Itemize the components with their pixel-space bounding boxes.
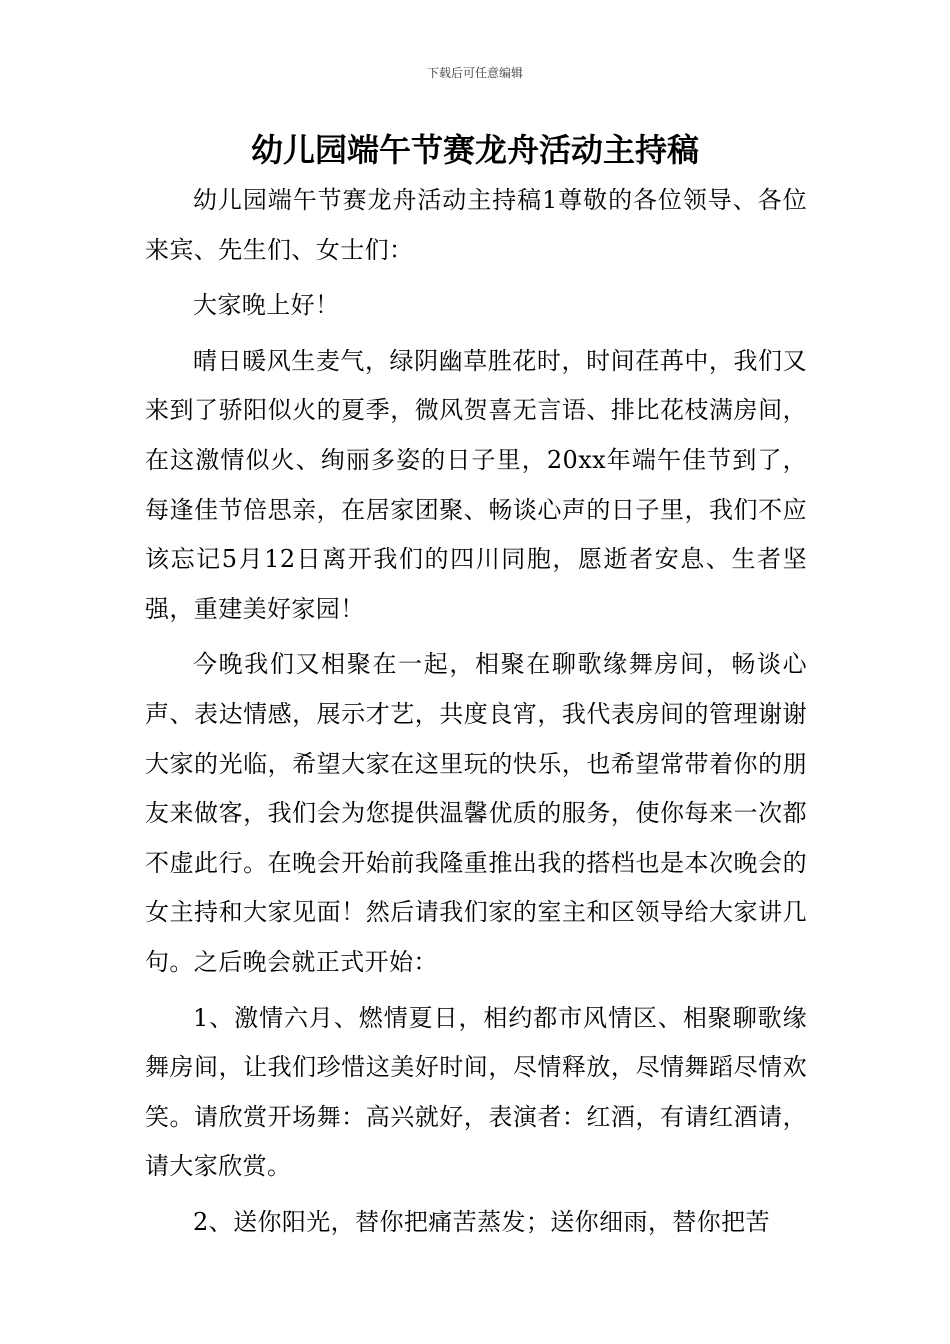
paragraph-2: 大家晚上好！ <box>193 291 340 320</box>
header-note: 下载后可任意编辑 <box>426 66 523 80</box>
document-title: 幼儿园端午节赛龙舟活动主持稿 <box>250 131 699 169</box>
document-body <box>145 176 807 1247</box>
paragraph-3: 晴日暖风生麦气，绿阴幽草胜花时，时间荏苒中，我们又来到了骄阳似火的夏季，微风贺喜无言语、排比花枝满房间，在这激情似火、绚丽多姿的日子里，20xx年端午佳节到了，每逢佳节倍思亲，在居家团聚、畅谈心声的日子里，我们不应该忘记5月12日离开我们的四川同胞，愿逝者安息、生者坚强，重建美好家园！ <box>145 346 807 623</box>
paragraph-1: 幼儿园端午节赛龙舟活动主持稿1尊敬的各位领导、各位来宾、先生们、女士们： <box>145 186 807 264</box>
paragraph-4: 今晚我们又相聚在一起，相聚在聊歌缘舞房间，畅谈心声、表达情感，展示才艺，共度良宵，我代表房间的管理谢谢大家的光临，希望大家在这里玩的快乐，也希望常带着你的朋友来做客，我们会为您提供温馨优质的服务，使你每来一次都不虚此行。在晚会开始前我隆重推出我的搭档也是本次晚会的女主持和大家见面！然后请我们家的室主和区领导给大家讲几句。之后晚会就正式开始： <box>145 650 807 976</box>
paragraph-6: 2、送你阳光，替你把痛苦蒸发；送你细雨，替你把苦 <box>193 1207 770 1236</box>
paragraph-5: 1、激情六月、燃情夏日，相约都市风情区、相聚聊歌缘舞房间，让我们珍惜这美好时间，尽情释放，尽情舞蹈尽情欢笑。请欣赏开场舞：高兴就好，表演者：红酒，有请红酒请，请大家欣赏。 <box>145 1003 807 1181</box>
